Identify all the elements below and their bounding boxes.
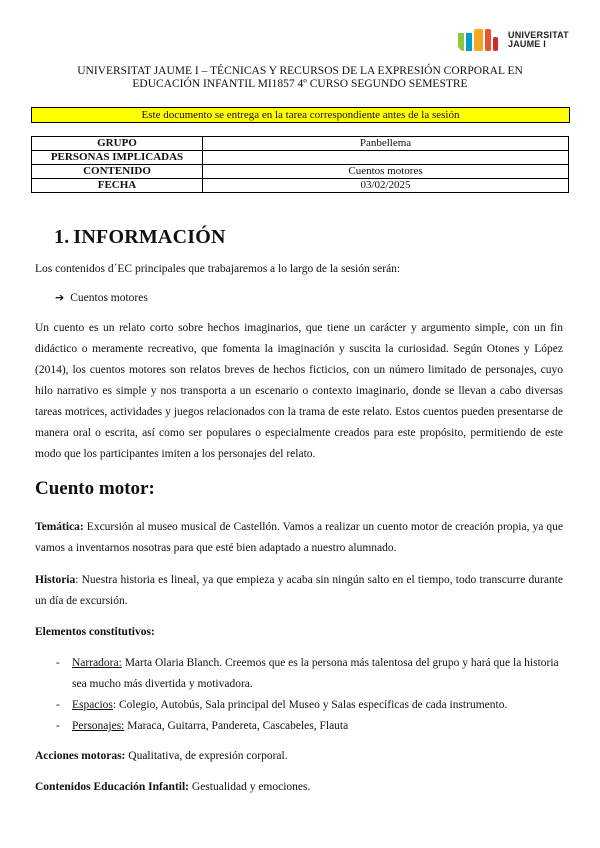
historia-text: : Nuestra historia es lineal, ya que empieza y acaba sin ningún salto en el tiempo, todo transcurre durante un día de excursión.	[35, 574, 563, 607]
info-table	[31, 136, 569, 193]
personajes-label: Personajes:	[72, 720, 125, 732]
table-row	[32, 151, 569, 165]
personas-value	[203, 151, 569, 165]
header-line-2: EDUCACIÓN INFANTIL MI1857 4º CURSO SEGUNDO SEMESTRE	[132, 78, 468, 90]
uji-logo-icon	[458, 29, 504, 51]
contenidos-text: Gestualidad y emociones.	[189, 781, 311, 793]
table-row	[32, 179, 569, 193]
personajes-text: Maraca, Guitarra, Pandereta, Cascabeles, Flauta	[124, 720, 349, 732]
header-line-1: UNIVERSITAT JAUME I – TÉCNICAS Y RECURSOS DE LA EXPRESIÓN CORPORAL EN	[77, 65, 523, 77]
acciones-paragraph	[35, 746, 563, 767]
fecha-value: 03/02/2025	[203, 179, 569, 193]
list-item: - Narradora: Marta Olaria Blanch. Creemos que es la persona más talentosa del grupo y hará que la historia sea mucho más divertida y motivadora.	[56, 657, 559, 690]
espacios-text: : Colegio, Autobús, Sala principal del Museo y Salas específicas de cada instrumento.	[112, 699, 508, 711]
contenido-label: CONTENIDO	[32, 165, 203, 179]
section-number: 1.	[54, 226, 70, 248]
section-heading-cuento-motor: Cuento motor:	[35, 478, 155, 499]
historia-label: Historia	[35, 574, 76, 586]
table-row	[32, 165, 569, 179]
university-logo	[458, 28, 570, 52]
narradora-text: Marta Olaria Blanch. Creemos que es la persona más talentosa del grupo y hará que la historia sea mucho más divertida y motivadora.	[72, 657, 559, 690]
intro-paragraph: Los contenidos d´EC principales que trabajaremos a lo largo de la sesión serán:	[35, 263, 401, 275]
list-item	[55, 290, 148, 306]
table-row	[32, 137, 569, 151]
historia-paragraph	[35, 570, 563, 612]
section-title: INFORMACIÓN	[73, 226, 226, 248]
personas-label: PERSONAS IMPLICADAS	[32, 151, 203, 165]
contenidos-label: Contenidos Educación Infantil:	[35, 781, 190, 793]
elementos-heading: Elementos constitutivos:	[35, 626, 155, 638]
acciones-label: Acciones motoras:	[35, 750, 126, 762]
contenido-value: Cuentos motores	[203, 165, 569, 179]
acciones-text: Qualitativa, de expresión corporal.	[125, 750, 288, 762]
espacios-label: Espacios	[72, 699, 113, 711]
elementos-list	[56, 653, 564, 737]
contenidos-paragraph	[35, 777, 563, 798]
tematica-label: Temática:	[35, 521, 84, 533]
section-heading-informacion	[54, 226, 226, 249]
fecha-label: FECHA	[32, 179, 203, 193]
tematica-text: Excursión al museo musical de Castellón. Vamos a realizar un cuento motor de creación propia, ya que vamos a inventarnos nosotras para que esté bien adaptado a nuestro alumnado.	[35, 521, 563, 554]
tematica-paragraph	[35, 517, 563, 559]
logo-text: UNIVERSITAT JAUME I	[508, 30, 569, 49]
list-item: - Espacios: Colegio, Autobús, Sala principal del Museo y Salas específicas de cada instrumento.	[56, 699, 508, 711]
narradora-label: Narradora:	[72, 657, 122, 669]
grupo-value: Panbellema	[203, 137, 569, 151]
bullet-text: Cuentos motores	[70, 292, 148, 304]
submission-notice: Este documento se entrega en la tarea correspondiente antes de la sesión	[31, 107, 570, 123]
grupo-label: GRUPO	[32, 137, 203, 151]
definition-paragraph: Un cuento es un relato corto sobre hechos imaginarios, que tiene un carácter y argumento simple, con un fin didáctico o meramente recreativo, que fomenta la imaginación y suscita la curiosidad. Según Otones y López (2014), los cuentos motores son relatos breves de hechos ficticios, con un número limitado de personajes, cuyo hilo narrativo es simple y nos transporta a un escenario o contexto imaginario, donde se llevan a cabo diversas tareas motrices, actividades y juegos relacionados con la trama de este relato. Estos cuentos pueden presentarse de manera oral o escrita, así como ser populares o especialmente creados para este propósito, permitiendo de este modo que los participantes imiten a los personajes del relato.	[35, 322, 563, 460]
arrow-right-icon: ➔	[55, 291, 65, 304]
list-item: - Personajes: Maraca, Guitarra, Pandereta, Cascabeles, Flauta	[56, 720, 349, 732]
